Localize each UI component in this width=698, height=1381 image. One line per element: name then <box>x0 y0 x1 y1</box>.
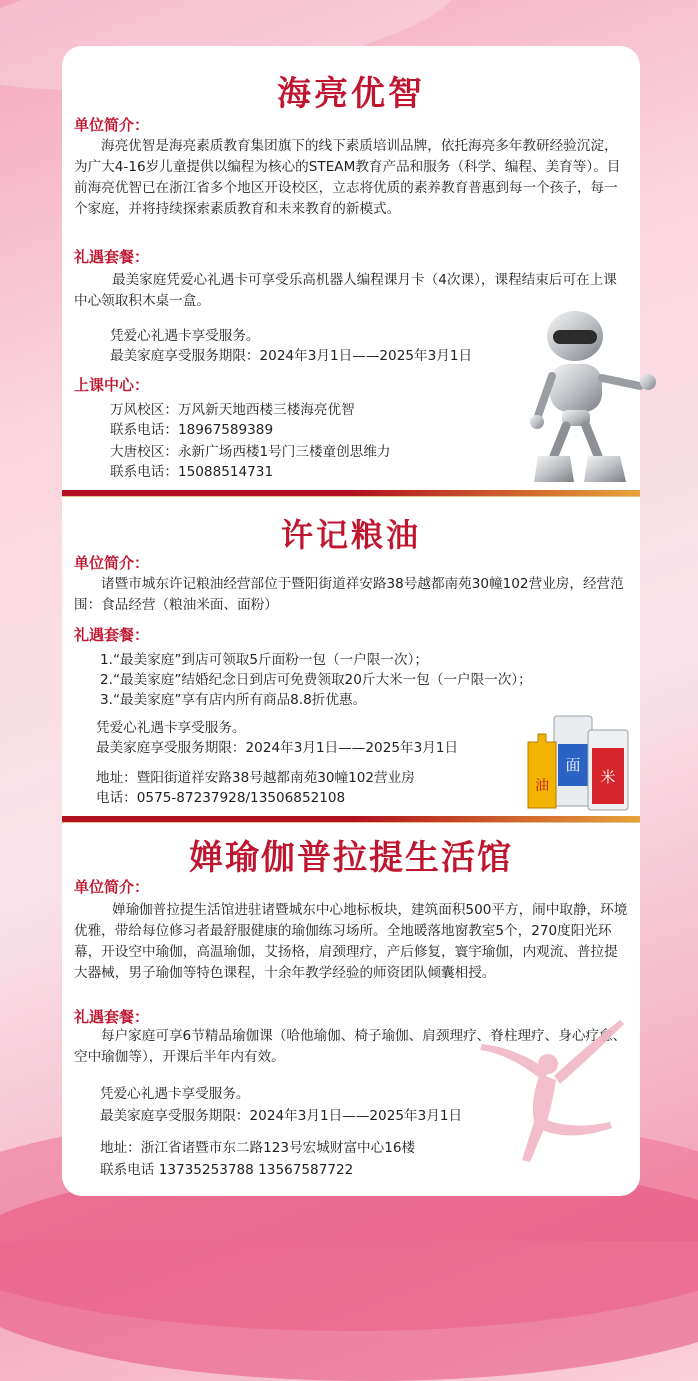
section-divider <box>62 490 640 496</box>
offer-text: 每户家庭可享6节精品瑜伽课（哈他瑜伽、椅子瑜伽、肩颈理疗、脊柱理疗、身心疗愈、空中瑜伽等），开课后半年内有效。 <box>74 1028 627 1065</box>
intro-text: 婵瑜伽普拉提生活馆进驻诸暨城东中心地标板块，建筑面积500平方，闹中取静，环境优雅，带给每位修习者最舒服健康的瑜伽练习场所。全地暖落地窗教室5个，270度阳光环幕，开设空中瑜伽，高温瑜伽，艾扬格，肩颈理疗，产后修复，寰宇瑜伽，内观流、普拉提大器械，男子瑜伽等特色课程，十余年教学经验的师资团队倾囊相授。 <box>74 902 628 981</box>
robot-icon <box>520 306 665 486</box>
offer-label: 礼遇套餐： <box>74 1008 150 1026</box>
period-text: 最美家庭享受服务期限：2024年3月1日——2025年3月1日 <box>96 740 459 756</box>
service-text: 凭爱心礼遇卡享受服务。 <box>110 328 260 344</box>
phone-text: 联系电话 13735253788 13567587722 <box>100 1162 354 1178</box>
section-title: 婵瑜伽普拉提生活馆 <box>189 838 513 878</box>
intro-label: 单位简介： <box>74 878 150 896</box>
service-text: 凭爱心礼遇卡享受服务。 <box>96 720 246 736</box>
offer-label: 礼遇套餐： <box>74 248 150 266</box>
center-line: 大唐校区：永新广场西楼1号门三楼童创思维力 <box>110 444 391 460</box>
center-line: 联系电话：18967589389 <box>110 422 274 438</box>
offer-text: 最美家庭凭爱心礼遇卡可享受乐高机器人编程课月卡（4次课），课程结束后可在上课中心领取积木桌一盒。 <box>74 272 617 309</box>
dancer-silhouette-icon <box>470 1010 630 1180</box>
phone-text: 电话：0575-87237928/13506852108 <box>96 790 346 806</box>
section-divider <box>62 816 640 822</box>
bag-label: 面 <box>565 756 581 774</box>
address-text: 地址：浙江省诸暨市东二路123号宏城财富中心16楼 <box>100 1140 416 1156</box>
intro-text: 海亮优智是海亮素质教育集团旗下的线下素质培训品牌，依托海亮多年教研经验沉淀，为广大4-16岁儿童提供以编程为核心的STEAM教育产品和服务（科学、编程、美育等）。目前海亮优智已在浙江省多个地区开设校区，立志将优质的素养教育普惠到每一个孩子，每一个家庭，并将持续探索素质教育和未来教育的新模式。 <box>74 138 621 217</box>
section-title: 海亮优智 <box>277 74 425 114</box>
period-text: 最美家庭享受服务期限：2024年3月1日——2025年3月1日 <box>100 1108 463 1124</box>
service-text: 凭爱心礼遇卡享受服务。 <box>100 1086 250 1102</box>
offer-line: 3.“最美家庭”享有店内所有商品8.8折优惠。 <box>100 692 367 708</box>
offer-label: 礼遇套餐： <box>74 626 150 644</box>
offer-line: 1.“最美家庭”到店可领取5斤面粉一包（一户限一次）； <box>100 652 428 668</box>
bag-label: 油 <box>535 778 549 794</box>
center-label: 上课中心： <box>74 376 150 394</box>
intro-label: 单位简介： <box>74 116 150 134</box>
section-title: 许记粮油 <box>280 516 421 554</box>
address-text: 地址：暨阳街道祥安路38号越都南苑30幢102营业房 <box>96 770 415 786</box>
center-line: 联系电话：15088514731 <box>110 464 274 480</box>
intro-text: 诸暨市城东许记粮油经营部位于暨阳街道祥安路38号越都南苑30幢102营业房，经营范围：食品经营（粮油米面、面粉） <box>74 576 624 613</box>
grain-oil-icon <box>522 712 640 812</box>
center-line: 万风校区：万风新天地西楼三楼海亮优智 <box>110 402 355 418</box>
offer-line: 2.“最美家庭”结婚纪念日到店可免费领取20斤大米一包（一户限一次）； <box>100 672 532 688</box>
bag-label: 米 <box>600 768 616 786</box>
period-text: 最美家庭享受服务期限：2024年3月1日——2025年3月1日 <box>110 348 473 364</box>
intro-label: 单位简介： <box>74 554 150 572</box>
